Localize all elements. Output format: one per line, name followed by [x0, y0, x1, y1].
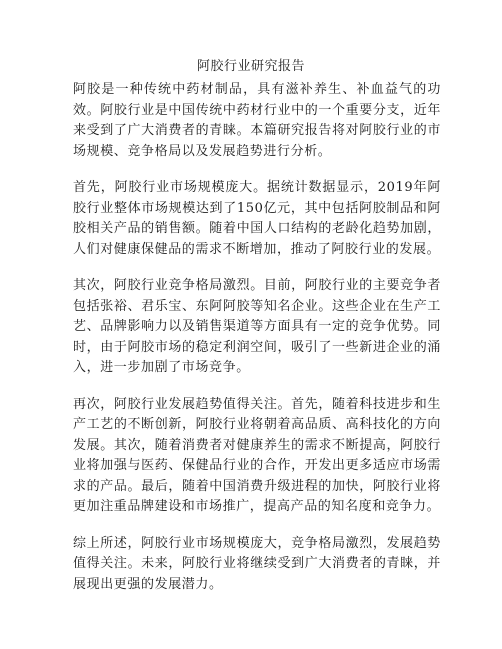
paragraph-market-size: 首先，阿胶行业市场规模庞大。据统计数据显示，2019年阿胶行业整体市场规模达到了150亿元，其中包括阿胶制品和阿胶相关产品的销售额。随着中国人口结构的老龄化趋势加剧，人们对健康保健品的需求不断增加，推动了阿胶行业的发展。 — [73, 180, 441, 257]
document-body — [73, 80, 441, 595]
paragraph-competition: 其次，阿胶行业竞争格局激烈。目前，阿胶行业的主要竞争者包括张裕、君乐宝、东阿阿胶等知名企业。这些企业在生产工艺、品牌影响力以及销售渠道等方面具有一定的竞争优势。同时，由于阿胶市场的稳定利润空间，吸引了一些新进企业的涌入，进一步加剧了市场竞争。 — [73, 278, 441, 375]
paragraph-conclusion: 综上所述，阿胶行业市场规模庞大，竞争格局激烈，发展趋势值得关注。未来，阿胶行业将继续受到广大消费者的青睐，并展现出更强的发展潜力。 — [73, 535, 441, 592]
document-title: 阿胶行业研究报告 — [196, 59, 305, 74]
paragraph-trends: 再次，阿胶行业发展趋势值得关注。首先，随着科技进步和生产工艺的不断创新，阿胶行业将朝着高品质、高科技化的方向发展。其次，随着消费者对健康养生的需求不断提高，阿胶行业将加强与医药、保健品行业的合作，开发出更多适应市场需求的产品。最后，随着中国消费升级进程的加快，阿胶行业将更加注重品牌建设和市场推广，提高产品的知名度和竞争力。 — [73, 396, 441, 514]
paragraph-intro: 阿胶是一种传统中药材制品，具有滋补养生、补血益气的功效。阿胶行业是中国传统中药材行业中的一个重要分支，近年来受到了广大消费者的青睐。本篇研究报告将对阿胶行业的市场规模、竞争格局以及发展趋势进行分析。 — [73, 82, 441, 159]
